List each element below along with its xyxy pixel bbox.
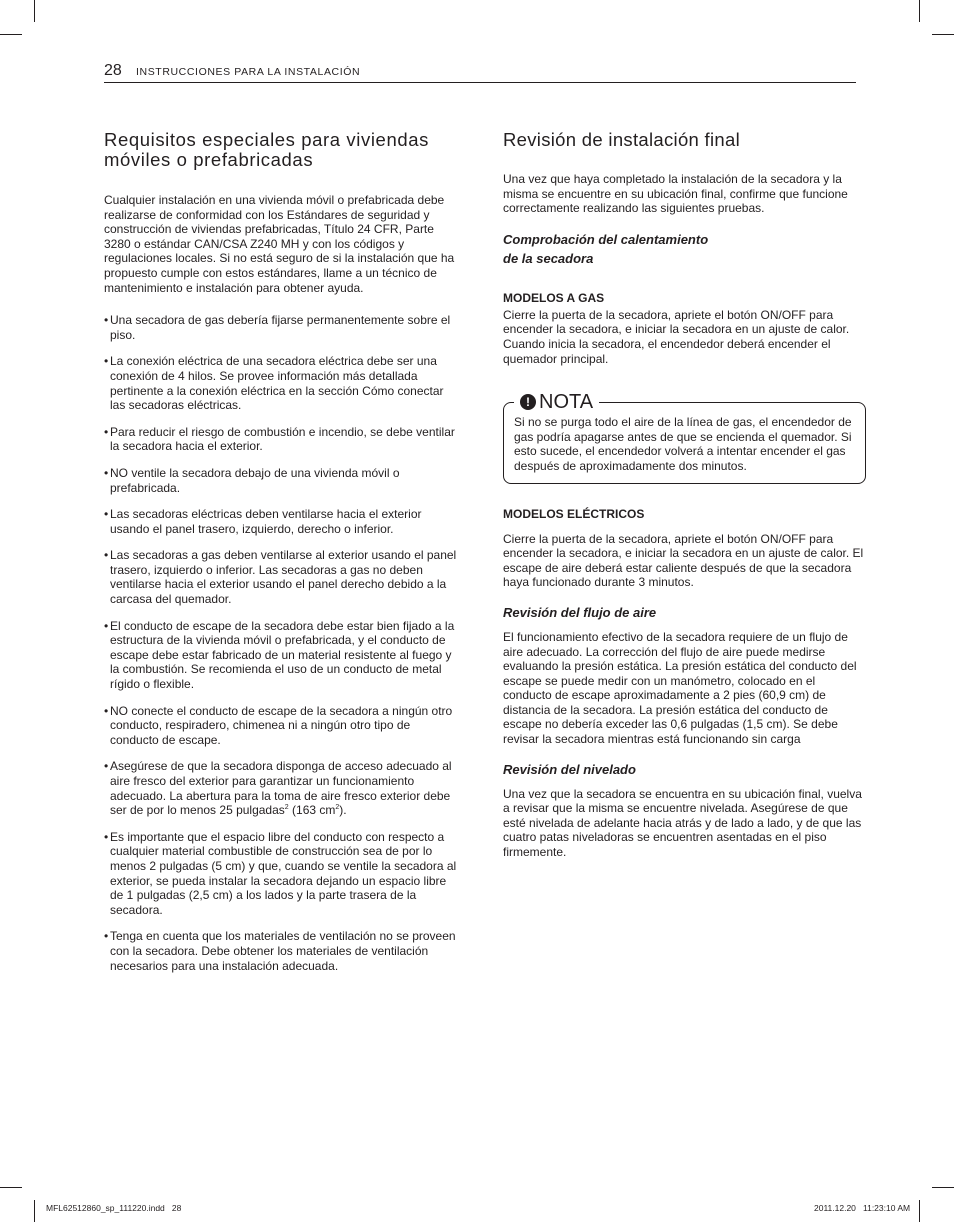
list-item bbox=[104, 830, 462, 918]
electric-models-text: Cierre la puerta de la secadora, apriete el botón ON/OFF para encender la secadora, e iniciar la secadora en un ajuste de calor. El escape de aire deberá estar caliente después de que la secadora haya funcionado durante 3 minutos. bbox=[503, 531, 864, 590]
final-review-intro: Una vez que haya completado la instalación de la secadora y la misma se encuentre en su ubicación final, confirme que funcione correctamente realizando las siguientes pruebas. bbox=[503, 172, 848, 216]
list-item bbox=[104, 619, 462, 692]
list-item-text: Las secadoras eléctricas deben ventilarse hacia el exterior usando el panel trasero, izquierdo, derecho o inferior. bbox=[110, 507, 422, 536]
list-item-text: Una secadora de gas debería fijarse permanentemente sobre el piso. bbox=[110, 313, 451, 342]
bullet-mark: • bbox=[104, 548, 109, 563]
bullet-mark: • bbox=[104, 424, 109, 439]
bullet-mark: • bbox=[104, 313, 109, 328]
crop-mark bbox=[34, 0, 35, 22]
list-item-text: Para reducir el riesgo de combustión e incendio, se debe ventilar la secadora hacia el exterior. bbox=[110, 424, 455, 454]
electric-models-heading: MODELOS ELÉCTRICOS bbox=[503, 506, 645, 521]
bullet-mark: • bbox=[104, 465, 109, 480]
crop-mark bbox=[919, 1200, 920, 1222]
crop-mark bbox=[932, 34, 954, 35]
superscript: 2 bbox=[335, 804, 340, 812]
exclamation-icon: ! bbox=[520, 394, 536, 410]
page-header bbox=[104, 62, 856, 83]
final-review-title: Revisión de instalación final bbox=[503, 129, 740, 150]
mobile-home-intro: Cualquier instalación en una vivienda móvil o prefabricada debe realizarse de conformidad con los Estándares de seguridad y construcción de viviendas prefabricadas, Título 24 CFR, Parte 3280 o estándar CAN/CSA Z240 MH y con los códigos y regulaciones locales. Si no está seguro de si la instalación que ha propuesto cumple con estos estándares, llame a un técnico de mantenimiento e instalación para obtener ayuda. bbox=[104, 193, 455, 295]
crop-mark bbox=[34, 1200, 35, 1222]
leveling-heading: Revisión del nivelado bbox=[503, 761, 636, 777]
list-item-text: Tenga en cuenta que los materiales de ventilación no se proveen con la secadora. Debe obtener los materiales de ventilación necesarios para una instalación adecuada. bbox=[110, 929, 456, 973]
list-item-text: NO conecte el conducto de escape de la secadora a ningún otro conducto, respiradero, chimenea ni a ningún otro tipo de conducto de escape. bbox=[110, 703, 453, 747]
list-item bbox=[104, 313, 462, 342]
bullet-mark: • bbox=[104, 759, 109, 774]
list-item-text: Las secadoras a gas deben ventilarse al exterior usando el panel trasero, izquierdo o inferior. Las secadoras a gas no deben ventilarse hacia el exterior usando el panel derecho debido a la carcasa del quemador. bbox=[110, 548, 457, 607]
list-item-text: NO ventile la secadora debajo de una vivienda móvil o prefabricada. bbox=[110, 465, 400, 495]
crop-mark bbox=[0, 34, 22, 35]
list-item-text: La conexión eléctrica de una secadora eléctrica debe ser una conexión de 4 hilos. Se provee información más detallada pertinente a la conexión eléctrica en la sección Cómo conectar las secadoras eléctricas. bbox=[110, 354, 444, 413]
bullet-mark: • bbox=[104, 929, 109, 944]
mobile-home-requirements-title: Requisitos especiales para viviendas móviles o prefabricadas bbox=[104, 129, 429, 170]
list-item bbox=[104, 466, 462, 495]
crop-mark bbox=[932, 1187, 954, 1188]
leveling-text: Una vez que la secadora se encuentra en su ubicación final, vuelva a revisar que la misma se encuentre nivelada. Asegúrese de que esté nivelada de adelante hacia atrás y de lado a lado, y de que las cuatro patas niveladoras se encuentren asentadas en el piso firmemente. bbox=[503, 786, 862, 860]
bullet-mark: • bbox=[104, 507, 109, 522]
crop-mark bbox=[0, 1187, 22, 1188]
note-text: Si no se purga todo el aire de la línea de gas, el encendedor de gas podría apagarse antes de que se encienda el quemador. Si esto sucede, el encendedor volverá a intentar encender el gas después de aproximadamente dos minutos. bbox=[514, 415, 852, 473]
note-label-text: NOTA bbox=[539, 391, 594, 414]
requirements-list bbox=[104, 313, 462, 973]
list-item-text: Asegúrese de que la secadora disponga de acceso adecuado al aire fresco del exterior para garantizar un funcionamiento adecuado. La abertura para la toma de aire fresco exterior debe ser de por lo menos 25 pulgadas bbox=[110, 759, 452, 818]
bullet-mark: • bbox=[104, 618, 109, 633]
crop-mark bbox=[919, 0, 920, 22]
gas-models-text: Cierre la puerta de la secadora, apriete el botón ON/OFF para encender la secadora, e iniciar la secadora en un ajuste de calor. Cuando inicia la secadora, el encendedor deberá encender el quemador principal. bbox=[503, 307, 850, 366]
bullet-mark: • bbox=[104, 354, 109, 369]
list-item-text: ). bbox=[339, 803, 347, 818]
list-item bbox=[104, 929, 462, 973]
page-number: 28 bbox=[104, 62, 122, 79]
right-column bbox=[503, 130, 865, 860]
airflow-text: El funcionamiento efectivo de la secadora requiere de un flujo de aire adecuado. La corrección del flujo de aire puede medirse evaluando la presión estática. La presión estática del conducto del escape se puede medir con un manómetro, colocado en el conducto de escape aproximadamente a 2 pies (60,9 cm) de distancia de la secadora. La presión estática del conducto de escape no debería exceder las 0,6 pulgadas (1,5 cm). Se debe revisar la secadora mientras está funcionando sin carga bbox=[503, 629, 857, 747]
list-item bbox=[104, 354, 462, 412]
superscript: 2 bbox=[284, 804, 289, 812]
airflow-heading: Revisión del flujo de aire bbox=[503, 604, 657, 620]
list-item-text: (163 cm bbox=[288, 803, 336, 818]
left-column bbox=[104, 130, 462, 985]
bullet-mark: • bbox=[104, 829, 109, 844]
list-item-text: Es importante que el espacio libre del conducto con respecto a cualquier material combustible de construcción sea de por lo menos 2 pulgadas (5 cm) y que, cuando se ventile la secadora al exterior, se pueda instalar la secadora dejando un espacio libre de 1 pulgadas (2,5 cm) a los lados y la parte trasera de la secadora. bbox=[110, 829, 457, 917]
heating-check-heading: Comprobación del calentamiento de la secadora bbox=[503, 231, 709, 266]
footer-timestamp: 2011.12.20 11:23:10 AM bbox=[814, 1203, 911, 1213]
bullet-mark: • bbox=[104, 703, 109, 718]
gas-models-heading: MODELOS A GAS bbox=[503, 290, 605, 305]
list-item bbox=[104, 759, 462, 817]
list-item bbox=[104, 704, 462, 748]
note-box bbox=[503, 391, 866, 483]
list-item bbox=[104, 548, 462, 606]
footer-file-info: MFL62512860_sp_111220.indd 28 bbox=[46, 1203, 182, 1213]
list-item bbox=[104, 425, 462, 454]
note-label bbox=[514, 390, 599, 414]
list-item bbox=[104, 507, 462, 536]
running-title: INSTRUCCIONES PARA LA INSTALACIÓN bbox=[136, 66, 361, 78]
list-item-text: El conducto de escape de la secadora debe estar bien fijado a la estructura de la vivienda móvil o prefabricada, y el conducto de escape debe estar fabricado de un material resistente al fuego y la combustión. Se recomienda el uso de un conducto de metal rígido o flexible. bbox=[110, 618, 455, 692]
